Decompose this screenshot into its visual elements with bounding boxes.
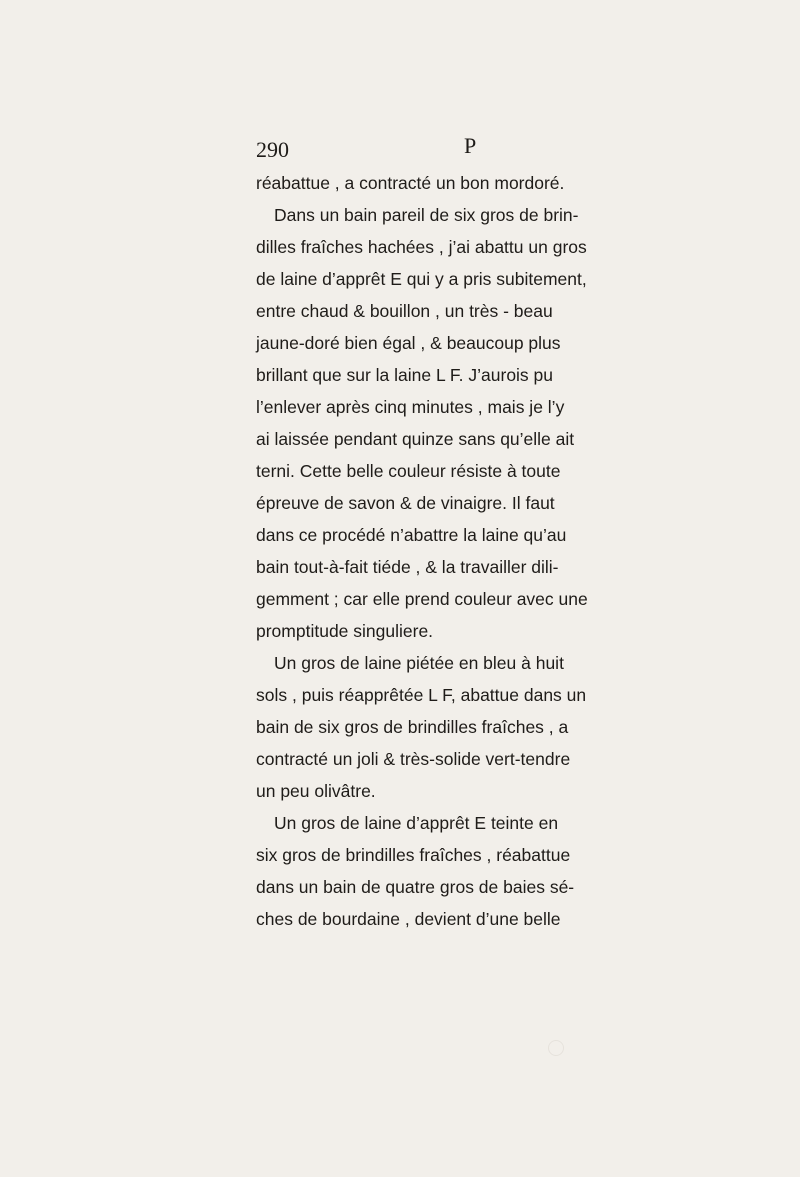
text-line: entre chaud & bouillon , un très - beau	[256, 301, 553, 321]
text-line: bain tout-à-fait tiéde , & la travailler dili-	[256, 557, 559, 577]
text-line: l’enlever après cinq minutes , mais je l’y	[256, 397, 565, 417]
text-line: gemment ; car elle prend couleur avec une	[256, 589, 588, 609]
text-line: ches de bourdaine , devient d’une belle	[256, 909, 561, 929]
running-head: P	[464, 133, 477, 158]
text-line: promptitude singuliere.	[256, 621, 434, 641]
text-line: Dans un bain pareil de six gros de brin-	[274, 205, 579, 225]
paper-smudge	[548, 1040, 564, 1056]
text-line: un peu olivâtre.	[256, 781, 376, 801]
text-line: sols , puis réapprêtée L F, abattue dans un	[256, 685, 587, 705]
text-line: six gros de brindilles fraîches , réabattue	[256, 845, 571, 865]
text-line: de laine d’apprêt E qui y a pris subitement,	[256, 269, 587, 289]
page-header	[256, 133, 536, 167]
text-line: contracté un joli & très-solide vert-tendre	[256, 749, 571, 769]
text-line: dans un bain de quatre gros de baies sé-	[256, 877, 575, 897]
text-line: brillant que sur la laine L F. J’aurois pu	[256, 365, 554, 385]
text-line: Un gros de laine d’apprêt E teinte en	[274, 813, 559, 833]
body-text	[256, 167, 588, 935]
text-line: épreuve de savon & de vinaigre. Il faut	[256, 493, 555, 513]
text-line: dans ce procédé n’abattre la laine qu’au	[256, 525, 567, 545]
text-line: terni. Cette belle couleur résiste à toute	[256, 461, 561, 481]
text-line: Un gros de laine piétée en bleu à huit	[274, 653, 564, 673]
text-line: bain de six gros de brindilles fraîches , a	[256, 717, 569, 737]
text-line: ai laissée pendant quinze sans qu’elle ait	[256, 429, 575, 449]
text-line: dilles fraîches hachées , j’ai abattu un gros	[256, 237, 587, 257]
page-number: 290	[256, 137, 289, 162]
text-line: jaune-doré bien égal , & beaucoup plus	[256, 333, 561, 353]
text-line: réabattue , a contracté un bon mordoré.	[256, 173, 565, 193]
